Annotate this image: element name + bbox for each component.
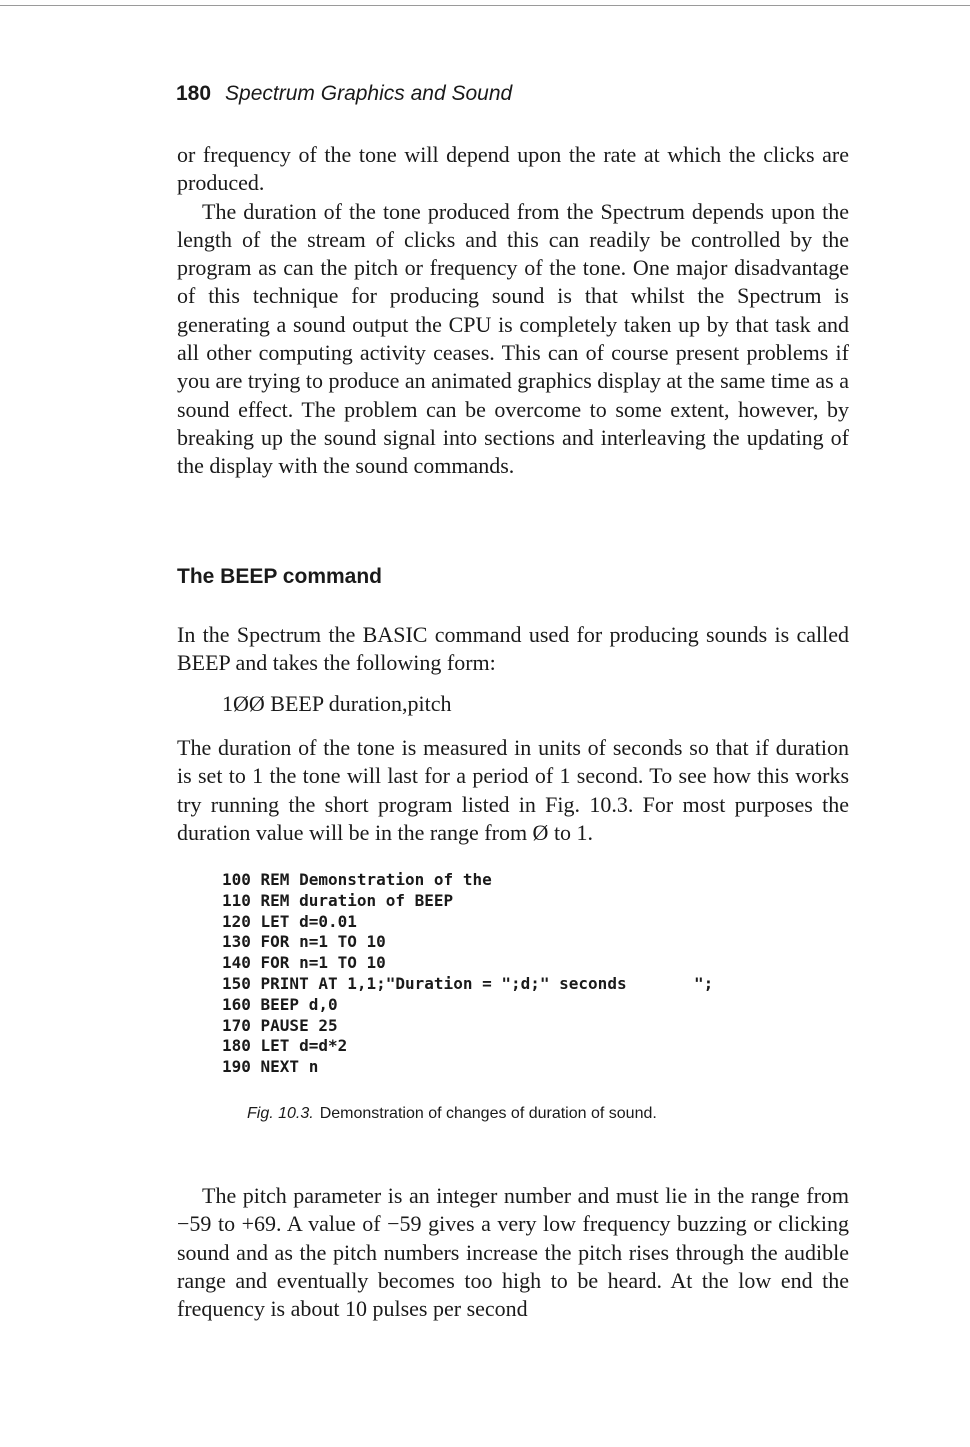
code-line: 150 PRINT AT 1,1;"Duration = ";d;" seconds "; [222,973,714,993]
text-line: The pitch parameter is an integer number and must lie in the range [202,1183,800,1208]
text-line: from −59 to +69. A value of −59 gives a very low frequency buzzing [177,1183,850,1237]
running-header [176,82,512,106]
text-line: called BEEP and takes the following form: [177,622,849,676]
text-line: heard. At the low end the frequency is about 10 pulses per second [177,1267,849,1322]
code-line: 160 BEEP d,0 [222,994,338,1014]
figure-caption [247,1105,657,1123]
text-line: most purposes the duration value will be in the range from Ø to 1. [177,791,849,845]
text-line: controlled by the program as can the pitch or frequency of the tone. [177,226,849,281]
text-line: In the Spectrum the BASIC command used for producing sounds is [177,622,790,647]
command-example: 1ØØ BEEP duration,pitch [222,691,452,716]
running-title: Spectrum Graphics and Sound [225,82,513,105]
paragraph-continued [177,141,849,198]
code-line: 110 REM duration of BEEP [222,890,454,910]
text-line: how this works try running the short program listed in Fig. 10.3. For [177,763,850,817]
code-listing [222,870,713,1078]
paragraph-beep-intro [177,621,849,678]
paragraph-duration [177,198,849,481]
paragraph-pitch [177,1182,849,1323]
text-line: through the audible range and eventually becomes too high to be [177,1239,850,1293]
code-line: 170 PAUSE 25 [222,1015,338,1035]
paragraph-duration-units [177,734,849,847]
code-line: 120 LET d=0.01 [222,911,357,931]
section-heading: The BEEP command [177,565,382,588]
text-line: produce an animated graphics display at the same time as a sound [177,368,850,422]
text-line: or frequency of the tone will depend upon the rate at which the clicks [177,142,815,167]
text-line: upon the length of the stream of clicks and this can readily be [177,198,849,252]
code-line: 140 FOR n=1 TO 10 [222,953,386,973]
figure-label: Fig. 10.3. [247,1105,314,1122]
text-line: The duration of the tone is measured in units of seconds so that if [177,735,769,760]
page-top-border [0,5,970,6]
text-line: updating of the display with the sound commands. [177,424,849,479]
text-line: duration is set to 1 the tone will last for a period of 1 second. To see [177,735,850,789]
code-line: 190 NEXT n [222,1057,319,1077]
text-line: or clicking sound and as the pitch numbers increase the pitch rises [177,1211,849,1265]
text-line: are produced. [177,142,850,196]
body-text-top [177,141,849,481]
text-line: One major disadvantage of this technique for producing sound is [177,255,850,309]
text-line: that whilst the Spectrum is generating a sound output the CPU is [177,283,849,337]
text-line: breaking up the sound signal into sections and interleaving the [177,424,740,450]
text-line: effect. The problem can be overcome to some extent, however, by [238,396,849,422]
text-line: ceases. This can of course present problems if you are trying to [177,340,849,394]
code-line: 130 FOR n=1 TO 10 [222,932,386,952]
code-line: 180 LET d=d*2 [222,1036,348,1056]
text-line: completely taken up by that task and all other computing activity [177,311,850,366]
code-line: 100 REM Demonstration of the [222,870,492,889]
text-line: The duration of the tone produced from the Spectrum depends [202,198,764,224]
page-number: 180 [176,82,212,105]
figure-caption-text: Demonstration of changes of duration of sound. [319,1105,657,1122]
